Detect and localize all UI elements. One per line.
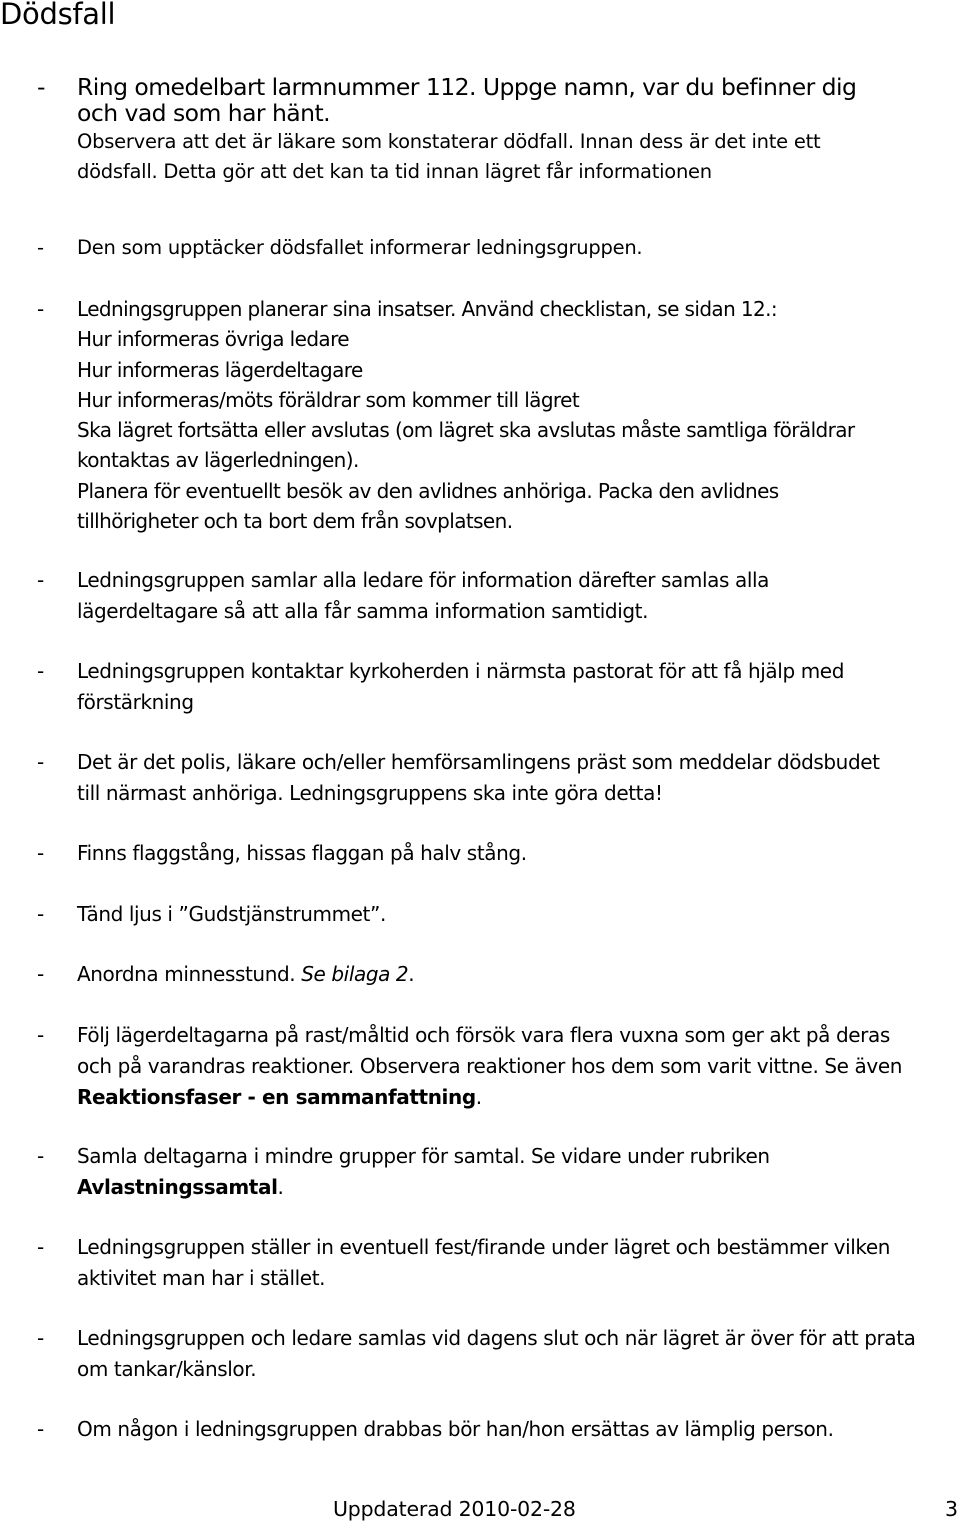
list-item-text: Finns flaggstång, hissas flaggan på halv stång. (77, 841, 527, 865)
list-dash: - (37, 236, 44, 259)
list-item-text: Det är det polis, läkare och/eller hemförsamlingens präst som meddelar dödsbudet (77, 750, 880, 774)
page-title: Dödsfall (0, 0, 116, 31)
list-dash: - (37, 297, 44, 321)
list-item-text: lägerdeltagare så att alla får samma information samtidigt. (77, 599, 649, 623)
list-item-text: Hur informeras/möts föräldrar som kommer till lägret (77, 387, 580, 412)
list-dash: - (37, 1023, 44, 1047)
list-item-text: Ska lägret fortsätta eller avslutas (om lägret ska avslutas måste samtliga föräldrar (77, 418, 855, 443)
list-item-text: och vad som har hänt. (77, 99, 331, 127)
list-item-text: Den som upptäcker dödsfallet informerar ledningsgruppen. (77, 236, 643, 259)
list-dash: - (37, 750, 44, 774)
updated-date: Uppdaterad 2010-02-28 (333, 1497, 576, 1521)
list-item-text: Ledningsgruppen samlar alla ledare för information därefter samlas alla (77, 568, 770, 592)
list-dash: - (37, 73, 45, 101)
list-item-text: Hur informeras lägerdeltagare (77, 357, 363, 382)
page-number: 3 (944, 1497, 958, 1521)
list-dash: - (37, 1235, 44, 1259)
list-dash: - (37, 962, 44, 986)
list-item-text: Ledningsgruppen ställer in eventuell fest/firande under lägret och bestämmer vilken (77, 1235, 891, 1259)
list-dash: - (37, 568, 44, 592)
list-item-text: Hur informeras övriga ledare (77, 327, 349, 352)
list-item-text: Följ lägerdeltagarna på rast/måltid och försök vara flera vuxna som ger akt på deras (77, 1023, 890, 1047)
list-dash: - (37, 1326, 44, 1350)
list-item-text: Tänd ljus i ”Gudstjänstrummet”. (77, 902, 386, 926)
appendix-reference: Se bilaga 2 (301, 962, 409, 986)
list-item-text: tillhörigheter och ta bort dem från sovplatsen. (77, 509, 513, 534)
list-dash: - (37, 659, 44, 683)
reaction-phases-reference: Reaktionsfaser - en sammanfattning (77, 1085, 476, 1109)
list-item-text: kontaktas av lägerledningen). (77, 448, 359, 473)
list-dash: - (37, 1417, 44, 1441)
list-item-text: förstärkning (77, 690, 194, 714)
list-item-text: om tankar/känslor. (77, 1357, 257, 1381)
list-dash: - (37, 1144, 44, 1168)
list-dash: - (37, 902, 44, 926)
list-item-text: dödsfall. Detta gör att det kan ta tid innan lägret får informationen (77, 160, 712, 184)
list-item-text: Observera att det är läkare som konstaterar dödfall. Innan dess är det inte ett (77, 130, 821, 153)
list-dash: - (37, 841, 44, 865)
list-item-text: Om någon i ledningsgruppen drabbas bör han/hon ersättas av lämplig person. (77, 1417, 834, 1441)
list-item-text: Samla deltagarna i mindre grupper för samtal. Se vidare under rubriken (77, 1144, 770, 1168)
list-item-text: Planera för eventuellt besök av den avlidnes anhöriga. Packa den avlidnes (77, 478, 779, 503)
list-item-text: Ledningsgruppen kontaktar kyrkoherden i närmsta pastorat för att få hjälp med (77, 659, 844, 683)
list-item-text: Anordna minnesstund. (77, 962, 296, 986)
list-item-text: Ring omedelbart larmnummer 112. Uppge namn, var du befinner dig (77, 73, 857, 101)
debriefing-reference: Avlastningssamtal (77, 1175, 278, 1199)
list-item-text: Ledningsgruppen planerar sina insatser. Använd checklistan, se sidan 12.: (77, 297, 778, 321)
list-item-text: och på varandras reaktioner. Observera reaktioner hos dem som varit vittne. Se även (77, 1054, 902, 1078)
list-item-text: Ledningsgruppen och ledare samlas vid dagens slut och när lägret är över för att prata (77, 1326, 916, 1350)
list-item-text: aktivitet man har i stället. (77, 1266, 326, 1290)
list-item-text: till närmast anhöriga. Ledningsgruppens ska inte göra detta! (77, 781, 663, 805)
